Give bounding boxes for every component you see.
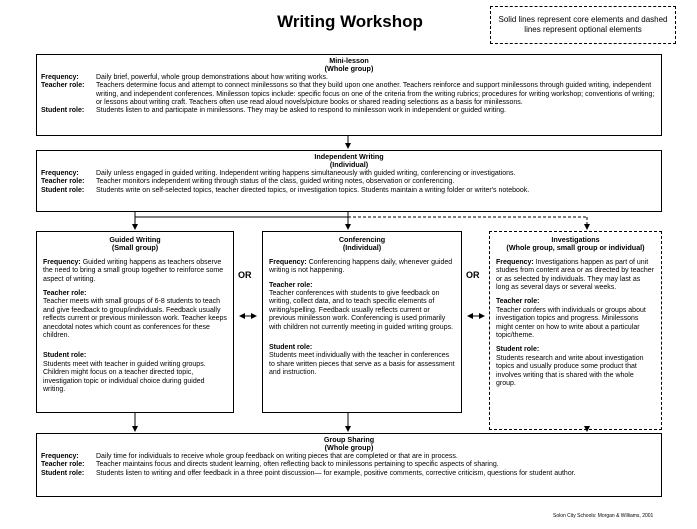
independent-frequency xyxy=(41,170,657,178)
page-title: Writing Workshop xyxy=(277,12,423,31)
independent-frequency-text: Daily unless engaged in guided writing. Independent writing happens simultaneously with guided writing, conferencing or investigations. xyxy=(96,169,516,177)
independent-writing-box xyxy=(36,150,662,212)
independent-student-role-text: Students write on self-selected topics, teacher directed topics, or investigation topics. Students maintain a writing folder or writer's notebook. xyxy=(96,186,530,194)
group-sharing-box xyxy=(36,433,662,497)
minilesson-box xyxy=(36,54,662,136)
sharing-frequency-text: Daily time for individuals to receive whole group feedback on writing pieces that are completed or that are in process. xyxy=(96,452,458,460)
legend-text: Solid lines represent core elements and dashed lines represent optional elements xyxy=(498,15,668,34)
conferencing-student-role-text: Students meet individually with the teacher in conferences to share written pieces that serve as a basis for assessment and instruction. xyxy=(269,352,455,377)
minilesson-frequency-text: Daily brief, powerful, whole group demonstrations about how writing works. xyxy=(96,73,328,81)
student-role-label: Student role: xyxy=(41,186,85,194)
student-role-label: Student role: xyxy=(269,344,313,352)
investigations-subtitle: (Whole group, small group or individual) xyxy=(506,243,645,253)
conferencing-subtitle: (Individual) xyxy=(342,243,382,253)
sharing-frequency xyxy=(41,453,657,461)
guided-title: Guided Writing xyxy=(109,235,161,244)
minilesson-student-role-text: Students listen to and participate in minilessons. They may be asked to respond to minilesson work in independent or guided writing. xyxy=(96,107,506,115)
teacher-role-label: Teacher role: xyxy=(41,461,85,469)
conferencing-title: Conferencing xyxy=(338,235,386,244)
investigations-student-role-text: Students research and write about investigation topics and usually produce some product that involves writing that is shared with the whole group. xyxy=(496,354,644,388)
independent-subtitle: (Individual) xyxy=(329,160,369,170)
teacher-role-label: Teacher role: xyxy=(41,178,85,186)
independent-student-role xyxy=(41,187,657,195)
sharing-subtitle: (Whole group) xyxy=(324,443,374,453)
student-role-label: Student role: xyxy=(43,352,87,360)
guided-teacher-role-text: Teacher meets with small groups of 6-8 students to teach and give feedback to group/individuals. Feedback usually reflects current or previous minilesson work. Teacher keeps anecdotal notes which count as conferences for these children. xyxy=(43,298,227,340)
conferencing-box xyxy=(262,231,462,413)
frequency-label: Frequency: xyxy=(496,258,534,266)
investigations-frequency xyxy=(496,259,655,293)
independent-title: Independent Writing xyxy=(314,152,384,161)
investigations-title: Investigations xyxy=(551,235,600,244)
conferencing-teacher-role-text: Teacher conferences with students to give feedback on writing, collect data, and to teach specific elements of writing/spelling. Feedback usually reflects current or previous minilesson work. Conferencing is used primarily with children not currently meeting in guided writing groups. xyxy=(269,290,454,331)
conferencing-frequency xyxy=(269,259,455,276)
guided-frequency-text: Guided writing happens as teachers observe the need to bring a small group together to reinforce some aspect of writing. xyxy=(43,258,224,283)
minilesson-title: Mini-lesson xyxy=(329,56,369,65)
minilesson-teacher-role-text: Teachers determine focus and attempt to connect minilessons so that they build upon one another. Teachers reinforce and support minilessons through guided writing, independent writing, and independent conferences. Minilesson topics include: specific focus on one of the criteria from the writing rubrics; procedures for writing workshop; conventions of writing; or lessons about writing craft. Teachers often use read aloud novels/picture books or shared reading selections as a basis for minilessons. xyxy=(96,82,655,107)
conferencing-frequency-text: Conferencing happens daily, whenever guided writing is not happening. xyxy=(269,258,453,275)
minilesson-frequency xyxy=(41,74,657,82)
investigations-teacher-role-text: Teacher confers with individuals or groups about investigation topics and progress. Minilessons might center on how to write about a particular topic/theme. xyxy=(496,306,646,340)
student-role-label: Student role: xyxy=(41,469,85,477)
student-role-label: Student role: xyxy=(496,346,540,354)
frequency-label: Frequency: xyxy=(41,169,79,177)
minilesson-student-role xyxy=(41,107,657,115)
footer-credit: Solon City Schools: Morgan & Williams, 2001 xyxy=(553,513,654,519)
sharing-student-role xyxy=(41,470,657,478)
investigations-box xyxy=(489,231,662,430)
sharing-teacher-role xyxy=(41,461,657,469)
frequency-label: Frequency: xyxy=(41,73,79,81)
guided-frequency xyxy=(43,259,227,284)
teacher-role-label: Teacher role: xyxy=(496,298,540,306)
teacher-role-label: Teacher role: xyxy=(41,82,85,90)
sharing-teacher-role-text: Teacher maintains focus and directs student learning, often reflecting back to minilessons pertaining to specific aspects of sharing. xyxy=(96,461,499,469)
frequency-label: Frequency: xyxy=(269,258,307,266)
minilesson-teacher-role xyxy=(41,82,657,107)
teacher-role-label: Teacher role: xyxy=(43,290,87,298)
investigations-frequency-text: Investigations happen as part of unit studies from content area or as directed by teacher or as selected by individuals. They may last as long as several days or several weeks. xyxy=(496,258,654,292)
sharing-title: Group Sharing xyxy=(323,435,375,444)
independent-teacher-role xyxy=(41,178,657,186)
teacher-role-label: Teacher role: xyxy=(269,281,313,289)
or-label-left: OR xyxy=(238,270,252,280)
guided-student-role-text: Students meet with teacher in guided writing groups. Children might focus on a teacher directed topic, investigation topic or individual choice during guided writing. xyxy=(43,360,206,394)
or-label-right: OR xyxy=(466,270,480,280)
independent-teacher-role-text: Teacher monitors independent writing through status of the class, guided writing notes, observation or conferencing. xyxy=(96,178,455,186)
frequency-label: Frequency: xyxy=(43,258,81,266)
frequency-label: Frequency: xyxy=(41,452,79,460)
minilesson-subtitle: (Whole group) xyxy=(324,64,374,74)
guided-subtitle: (Small group) xyxy=(111,243,159,253)
sharing-student-role-text: Students listen to writing and offer feedback in a three point discussion— for example, positive comments, corrective criticism, questions for student author. xyxy=(96,469,576,477)
student-role-label: Student role: xyxy=(41,107,85,115)
guided-writing-box xyxy=(36,231,234,413)
